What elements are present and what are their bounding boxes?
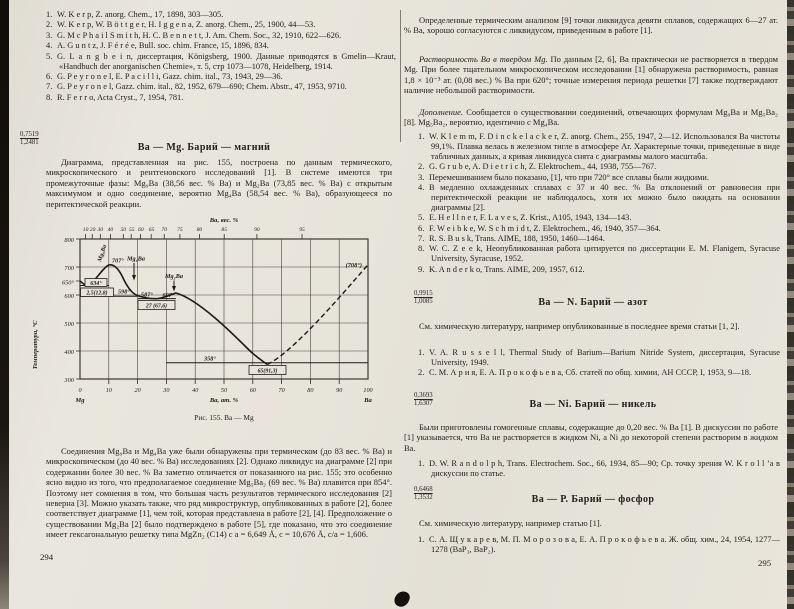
page-number-left: 294 (40, 552, 54, 562)
svg-text:600: 600 (64, 293, 74, 300)
svg-text:20: 20 (134, 387, 141, 394)
svg-text:30: 30 (163, 387, 170, 394)
svg-text:100: 100 (363, 387, 373, 394)
bottom-axis-title: Ва, ат. % (209, 397, 239, 404)
reference-item: 3. G. M c P h a i l S m i t h, H. C. B e n n e t t, J. Am. Chem. Soc., 32, 1910, 622—626. (46, 30, 342, 40)
bottom-tick-labels (78, 387, 373, 394)
svg-text:60: 60 (138, 227, 144, 233)
reference-item: 4. В медленно охлажденных сплавах с 37 и 40 вес. % Ва отклонений от равновесия при перитектической реакции не наблюдалось, хотя их можно было ожидать на основании диаграммы [2]. (418, 183, 780, 212)
reference-item: 2. С. М. А р и я, Е. А. П р о к о ф ь е в а, Сб. статей по общ. химии, АН СССР, I, 1953, 9—18. (418, 368, 752, 378)
phase-diagram-svg (28, 214, 396, 432)
reference-list-ba-mg (46, 10, 396, 103)
label-708: (708°) (345, 262, 362, 269)
margin-note: 0,9915 1,0085 (414, 290, 433, 305)
reference-item: 9. K. A n d e r k o, Trans. AIME, 209, 1957, 612. (418, 264, 585, 274)
scan-page-edge-artifacts (787, 0, 794, 609)
label-mg9ba: Mg₉Ba (97, 244, 109, 263)
paragraph: См. химическую литературу, например статью [1]. (419, 518, 602, 528)
label-eutectic-3: 65(91,3) (257, 368, 278, 375)
bottom-axis-ticks (109, 379, 339, 384)
label-634: 634° (90, 280, 102, 287)
svg-text:0: 0 (78, 387, 82, 394)
top-axis-ticks (86, 234, 302, 239)
reference-item: 7. G. P e y r o n e l, Gazz. chim. ital., 82, 1952, 679—690; Chem. Abstr., 47, 1953, 9710. (46, 82, 347, 92)
svg-text:30: 30 (97, 227, 104, 233)
figure-phase-diagram (28, 214, 396, 437)
y-axis-ticks (76, 239, 80, 379)
section-heading-ba-n: Ва — N. Барий — азот (538, 297, 648, 308)
mg-end-label: Mg (75, 397, 85, 404)
svg-text:80: 80 (196, 227, 203, 233)
reference-item: 2. G. G r u b e, A. D i e t r i c h, Z. Elektrochem., 44, 1938, 755—767. (418, 162, 657, 172)
label-587: 587° (141, 291, 153, 299)
paragraph: Диаграмма, представленная на рис. 155, построена по данным термического, микроскопического и рентгеновского исследований [1]. В системе имеются три промежуточные фазы: Mg₉Ba (38,56 вес. % Ва) и Mg₂Ba (73,85 вес. % Ва) с открытым максимумом и одно соединение, вероятно Mg₄Ba (58,54 вес. % Ва), образующееся по перитектической реакции. (46, 157, 392, 209)
arrow-mg2ba-head (172, 286, 176, 292)
reference-item: 7. R. S. B u s k, Trans. AIME, 188, 1950, 1460—1464. (418, 234, 605, 244)
svg-text:85: 85 (221, 227, 227, 233)
paragraph: Дополнение. Сообщается о существовании соединений, отвечающих формулам Mg₉Ba и Mg₅Ba₂ [8]. Mg₅Ba₂, вероятно, идентично с Mg₄Ba. (404, 107, 778, 128)
svg-text:300: 300 (64, 377, 74, 384)
svg-text:20: 20 (89, 227, 96, 233)
svg-text:50: 50 (120, 227, 127, 233)
svg-text:650°: 650° (61, 279, 74, 287)
svg-text:90: 90 (254, 227, 260, 233)
svg-text:40: 40 (192, 387, 199, 394)
top-axis-title: Ва, вес. % (209, 217, 239, 224)
paragraph: Соединения Mg₉Ba и Mg₄Ba уже были обнаружены при термическом (до 83 вес. % Ва) и микроскопическом (до 40 вес. % Ва) исследованиях [2]. Однако ликвидус на диаграмме [2] при содержании более 30 вес. % Ва заметно отличается от показанного на рис. 155; это особенно ясно видно из того, что предполагаемое соединение Mg₅Ba₂ (69 вес. % Ва) плавится при 854°. Поэтому нет сомнения в том, что большая часть результатов термического исследования [2] неверна [3]. Можно указать также, что ряд микроструктур, опубликованных в работе [2], более соответствует диаграмме [1], чем той, которая представлена в работе [2], [4]. Предположение о существовании Mg₂Ba [2] было подтверждено в работе [5], где показано, что это соединение имеет гексагональную решетку типа MgZn₂ (C14) с a = 6,649 Å, c = 10,676 Å, c/a = 1,606. (46, 446, 392, 540)
label-mg2ba: Mg₂Ba (165, 273, 183, 280)
reference-item: 1. С. А. Щ у к а р е в, М. П. М о р о з о в а, Е. А. П р о к о ф ь е в а. Ж. общ. хим., 24, 1954, 1277—1278 (ВаР₃, ВаР₂). (418, 535, 780, 554)
reference-list-ba-p (418, 535, 780, 555)
label-eutectic-2: 27 (67,6) (145, 303, 168, 310)
label-598: 598° (118, 288, 130, 296)
label-358: 358° (204, 355, 216, 363)
page-number-right: 295 (758, 558, 772, 568)
svg-text:700: 700 (64, 265, 74, 272)
reference-item: 1. D. W. R a n d o l p h, Trans. Electrochem. Soc., 66, 1934, 85—90; Ср. точку зрения W. K r o l l ’a в дискуссии по статье. (418, 459, 780, 478)
label-mg4ba: Mg₄Ba (127, 255, 145, 263)
paragraph: Растворимость Ва в твердом Mg. По данным [2, 6], Ва практически не растворяется в твердом Mg. При более тщательном микроскопическом исследовании [1] обнаружена растворимость, равная 1,8 × 10⁻³ ат. (0,08 вес.) % Ва при 620°; точные измерения периода решетки [7] также подтверждают наличие небольшой растворимости. (404, 54, 778, 96)
paragraph-lead: Дополнение. (419, 107, 464, 117)
margin-note: 0,6468 1,3532 (414, 486, 433, 501)
section-heading-ba-p: Ва — Р. Барий — фосфор (531, 494, 655, 505)
svg-text:70: 70 (161, 227, 167, 233)
reference-item: 4. A. G u n t z, J. F é r é e, Bull. soc. chim. France, 15, 1896, 834. (46, 41, 269, 51)
reference-item: 8. W. C. Z e e k, Неопубликованная работа цитируется по диссертации E. M. Flanigem, Syracuse University, Syracuse, 1952. (418, 244, 780, 264)
right-page (400, 0, 786, 609)
liquidus-curve-dashed (267, 265, 368, 365)
svg-text:50: 50 (220, 387, 228, 394)
y-tick-labels (62, 237, 75, 384)
label-607: 607° (162, 292, 175, 300)
svg-text:75: 75 (177, 227, 183, 233)
paragraph: Определенные термическим анализом [9] точки ликвидуса девяти сплавов, содержащих 6—27 ат. % Ва, хорошо согласуются с ликвидусом, приведенным в работе [1]. (404, 15, 778, 36)
svg-text:500: 500 (64, 321, 74, 328)
reference-item: 5. G. L a n g b e i n, диссертация, Königsberg, 1900. Данные приводятся в Gmelin—Kraut, «Handbuch der anorganischen Chemie», т. 5, стр 1073—1078, Heidelberg, 1914. (46, 51, 396, 71)
section-heading-ba-ni: Ва — Ni. Барий — никель (529, 399, 657, 410)
svg-text:10: 10 (105, 387, 112, 394)
reference-item: 5. E. H e l l n e r, F. L a v e s, Z. Krist., A105, 1943, 134—143. (418, 213, 632, 223)
y-axis-title: Температура, °С (32, 320, 39, 370)
label-707: 707° (112, 257, 124, 265)
svg-text:80: 80 (307, 387, 314, 394)
reference-item: 6. G. P e y r o n e l, E. P a c i l l i, Gazz. chim. ital., 73, 1943, 29—36. (46, 71, 283, 81)
ba-end-label: Ва (364, 397, 372, 404)
top-tick-labels (83, 227, 305, 233)
label-eutectic-1: 2,5(12,8) (86, 290, 108, 297)
svg-text:60: 60 (249, 387, 256, 394)
svg-text:800: 800 (64, 237, 74, 244)
figure-caption: Рис. 155. Ва — Mg (194, 413, 254, 422)
svg-text:70: 70 (278, 387, 285, 394)
reference-item: 1. V. A. R u s s e l l, Thermal Study of Barium—Barium Nitride System, диссертация, Syracuse University, 1949. (418, 348, 780, 367)
svg-text:90: 90 (336, 387, 343, 394)
reference-item: 8. R. F e r r o, Acta Cryst., 7, 1954, 781. (46, 92, 184, 102)
reference-item: 2. W. K e r p, W. B ö t t g e r, H. I g g e n a, Z. anorg. Chem., 25, 1900, 44—53. (46, 20, 316, 30)
scan-binding-edge (0, 0, 9, 609)
svg-text:400: 400 (64, 349, 74, 356)
paragraph-lead: Растворимость Ва в твердом Mg. (419, 54, 548, 64)
section-heading-ba-mg: Ва — Mg. Барий — магний (137, 142, 271, 153)
paragraph: См. химическую литературу, например опубликованные в последнее время статьи [1, 2]. (419, 321, 740, 331)
svg-text:95: 95 (299, 227, 305, 233)
arrow-mg4ba-head (132, 275, 136, 281)
reference-item: 3. Перемешиванием было показано, [1], что при 720° все сплавы были жидкими. (418, 172, 709, 182)
reference-list-ba-mg-notes (418, 132, 780, 275)
svg-text:40: 40 (107, 227, 114, 233)
paragraph: Были приготовлены гомогенные сплавы, содержащие до 0,20 вес. % Ва [1]. В дискуссии по работе [1] указывается, что Ва не растворяется в жидком Ni, а Ni до некоторой степени растворим в жидком Ва. (404, 422, 778, 453)
svg-text:55: 55 (129, 227, 135, 233)
reference-item: 6. F. W e i b k e, W. S c h m i d t, Z. Elektrochem., 46, 1940, 357—364. (418, 223, 661, 233)
svg-text:10: 10 (82, 227, 89, 233)
reference-item: 1. W. K e r p, Z. anorg. Chem., 17, 1898, 303—305. (46, 10, 224, 19)
reference-list-ba-ni (418, 459, 780, 479)
reference-list-ba-n (418, 348, 780, 379)
left-page (12, 0, 396, 609)
margin-note: 0,3693 1,6307 (414, 392, 433, 407)
margin-note: 0,7519 1,2481 (20, 131, 39, 146)
reference-item: 1. W. K l e m m, F. D i n c k e l a c k e r, Z. anorg. Chem., 255, 1947, 2—12. Использовался Ва чистоты 99,1%. Плавка велась в железном тигле в атмосфере Ar. Характерные точки, приведенные в виде табличных данных, а кривая ликвидуса снята с диаграммы малого масштаба. (418, 132, 780, 161)
svg-text:65: 65 (148, 227, 155, 233)
